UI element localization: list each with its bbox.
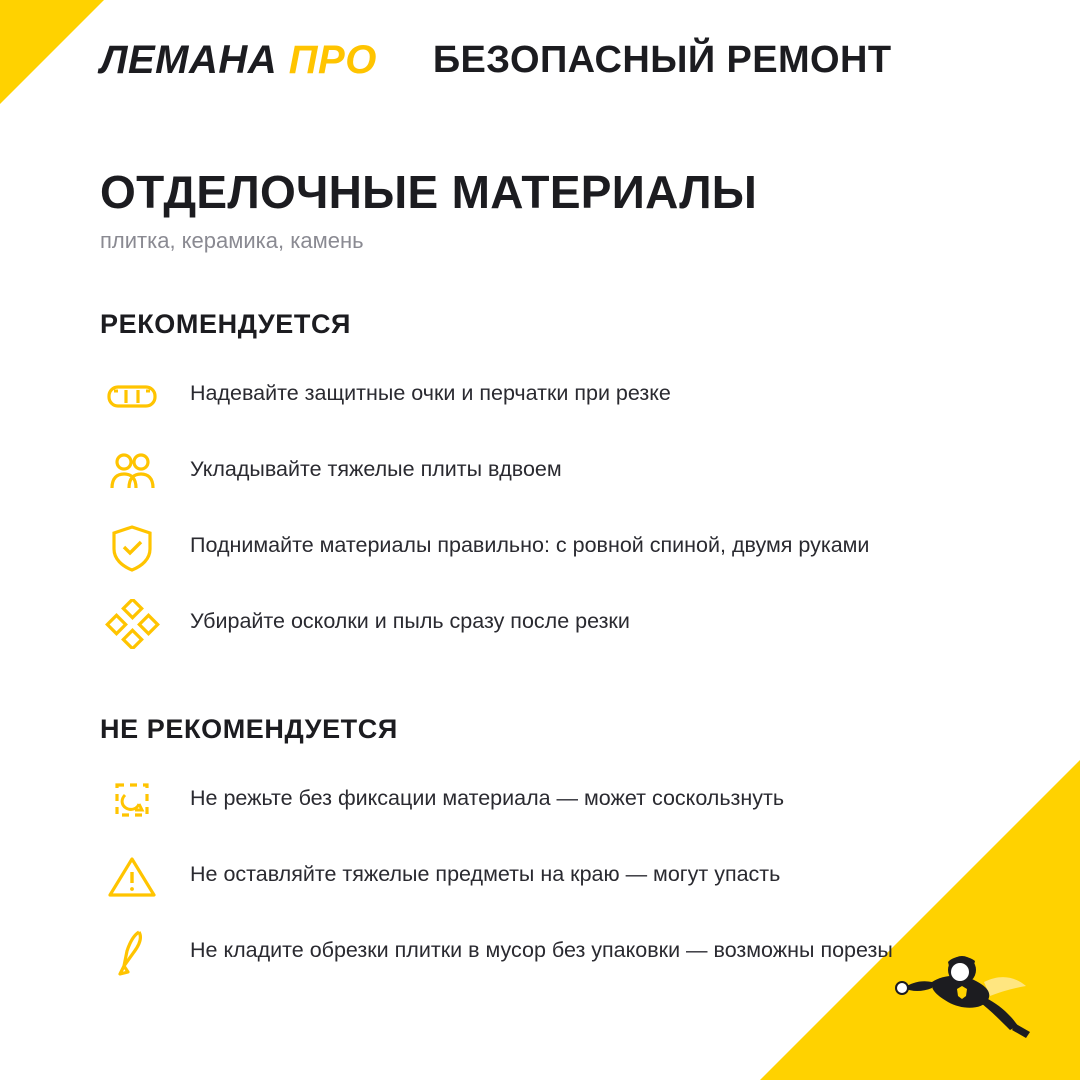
list-item xyxy=(100,855,980,903)
list-item-text: Поднимайте материалы правильно: с ровной спиной, двумя руками xyxy=(190,532,870,557)
list-item xyxy=(100,526,980,574)
shield-check-icon xyxy=(100,522,164,574)
header xyxy=(100,40,1020,80)
flying-worker-mascot xyxy=(888,930,1038,1040)
header-title: БЕЗОПАСНЫЙ РЕМОНТ xyxy=(432,39,892,81)
shards-diamonds-icon xyxy=(100,598,164,650)
list-item-text: Не режьте без фиксации материала — может соскользнуть xyxy=(190,785,785,810)
list-item xyxy=(100,450,980,498)
list-item-text: Не кладите обрезки плитки в мусор без упаковки — возможны порезы xyxy=(190,937,893,962)
section-heading-not-recommended: НЕ РЕКОМЕНДУЕТСЯ xyxy=(100,713,398,744)
list-item-text: Не оставляйте тяжелые предметы на краю — могут упасть xyxy=(190,861,781,886)
brand-logo xyxy=(100,40,377,80)
brand-logo-pro: ПРО xyxy=(288,38,377,82)
page-subtitle: плитка, керамика, камень xyxy=(100,228,364,254)
sharp-blade-icon xyxy=(100,927,164,979)
safety-goggles-icon xyxy=(100,370,164,422)
warning-triangle-icon xyxy=(100,851,164,903)
two-people-icon xyxy=(100,446,164,498)
list-item xyxy=(100,779,980,827)
page-title: ОТДЕЛОЧНЫЕ МАТЕРИАЛЫ xyxy=(100,166,758,218)
section-heading-recommended: РЕКОМЕНДУЕТСЯ xyxy=(100,308,352,339)
brand-logo-lemana: ЛЕМАНА xyxy=(100,38,278,82)
decorative-corner-top-left xyxy=(0,0,104,104)
unfixed-slab-icon xyxy=(100,775,164,827)
list-item-text: Убирайте осколки и пыль сразу после резки xyxy=(190,608,630,633)
list-item-text: Укладывайте тяжелые плиты вдвоем xyxy=(190,456,562,481)
main-content xyxy=(100,168,980,1007)
list-item xyxy=(100,602,980,650)
list-item xyxy=(100,931,980,979)
list-item xyxy=(100,374,980,422)
list-item-text: Надевайте защитные очки и перчатки при резке xyxy=(190,380,671,405)
